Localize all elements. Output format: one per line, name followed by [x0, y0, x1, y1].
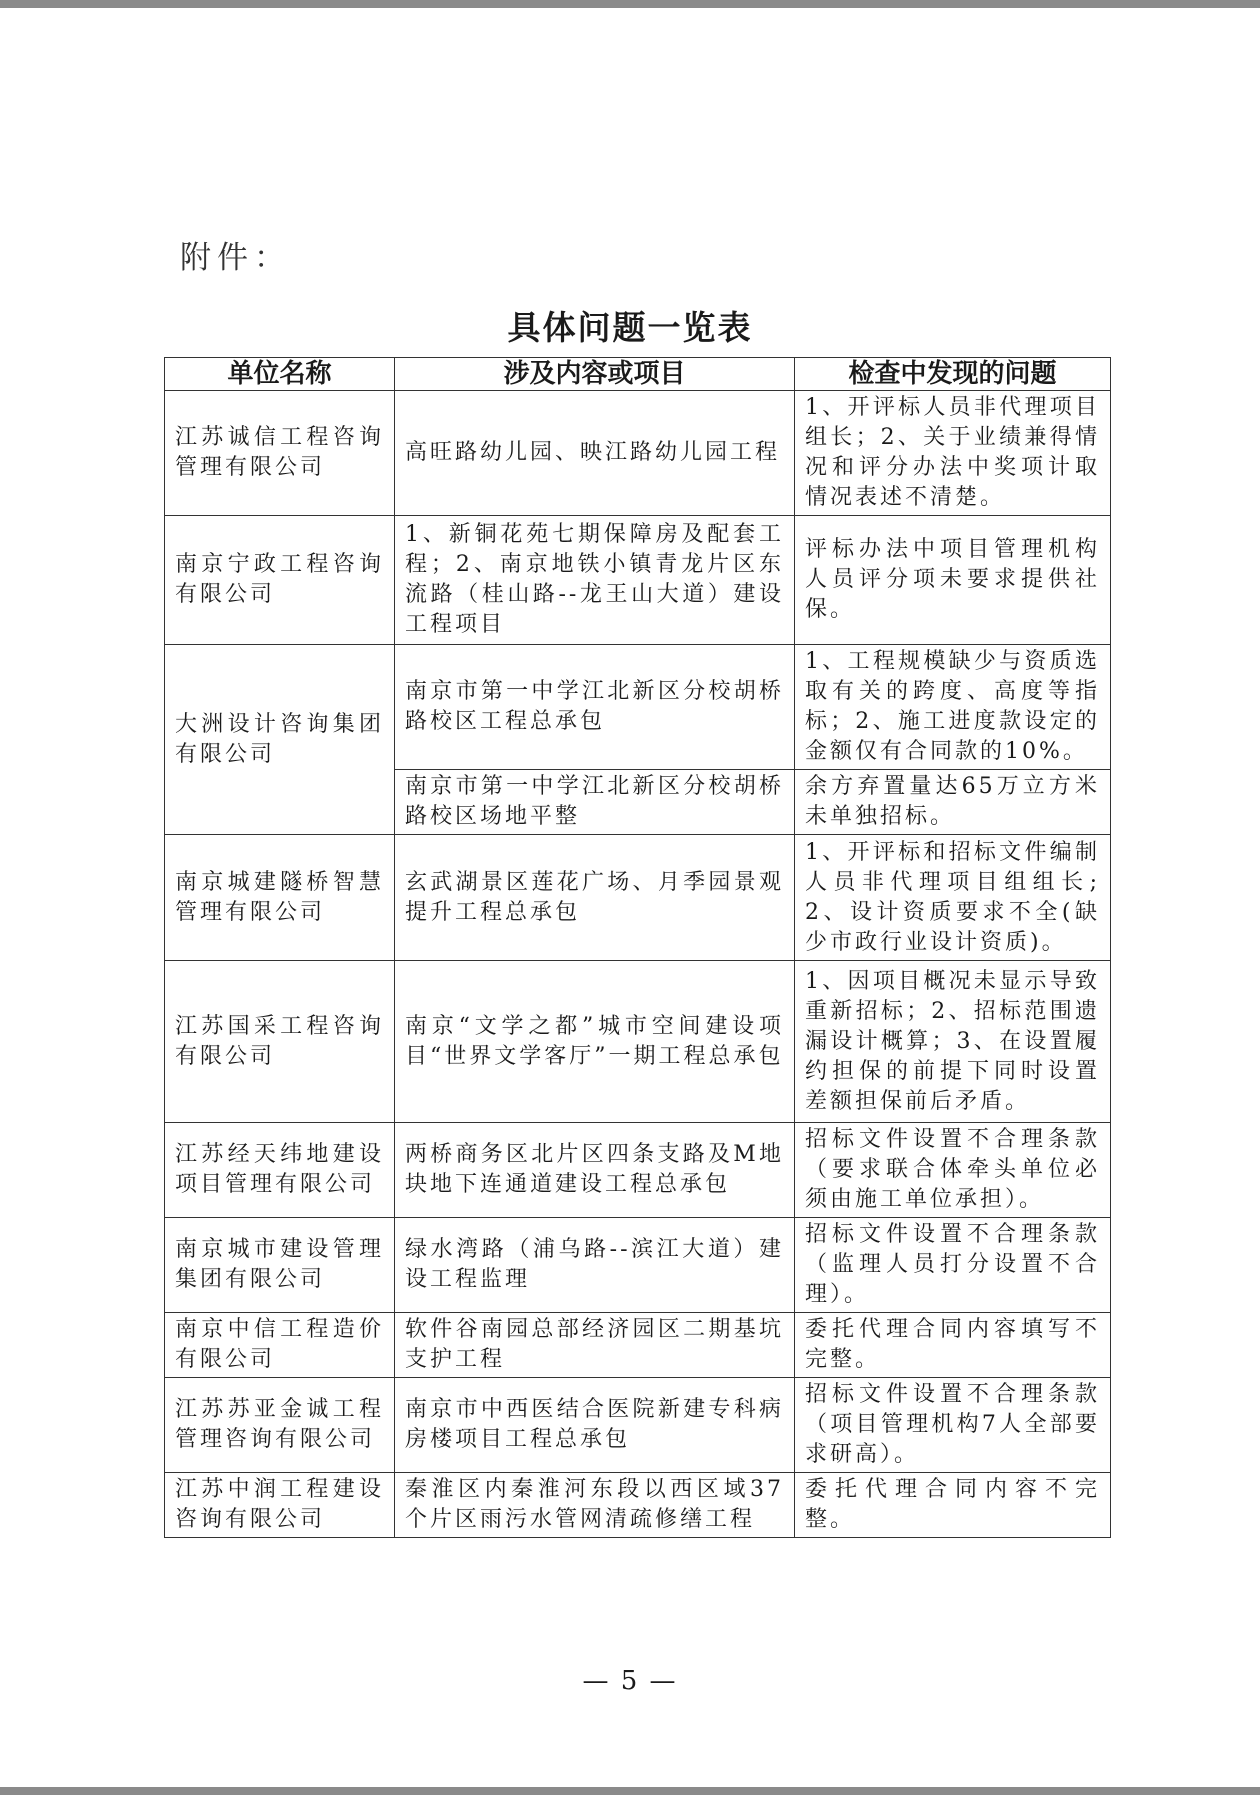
cell-issue: 招标文件设置不合理条款（监理人员打分设置不合理）。 [795, 1218, 1111, 1313]
cell-unit-name: 江苏中润工程建设咨询有限公司 [165, 1473, 395, 1538]
table-row [165, 961, 1111, 1123]
cell-unit-name: 大洲设计咨询集团有限公司 [165, 645, 395, 835]
cell-issue: 1、开评标人员非代理项目组长；2、关于业绩兼得情况和评分办法中奖项计取情况表述不清楚。 [795, 391, 1111, 516]
cell-unit-name: 江苏国采工程咨询有限公司 [165, 961, 395, 1123]
table-row [165, 1313, 1111, 1378]
cell-issue: 委托代理合同内容不完整。 [795, 1473, 1111, 1538]
table-row [165, 835, 1111, 961]
issues-table [164, 357, 1111, 1538]
cell-issue: 招标文件设置不合理条款（项目管理机构7人全部要求研高）。 [795, 1378, 1111, 1473]
table-row [165, 1473, 1111, 1538]
cell-project: 软件谷南园总部经济园区二期基坑支护工程 [395, 1313, 795, 1378]
cell-issue: 1、因项目概况未显示导致重新招标；2、招标范围遗漏设计概算；3、在设置履约担保的前提下同时设置差额担保前后矛盾。 [795, 961, 1111, 1123]
cell-project: 南京市中西医结合医院新建专科病房楼项目工程总承包 [395, 1378, 795, 1473]
cell-unit-name: 江苏诚信工程咨询管理有限公司 [165, 391, 395, 516]
table-row [165, 1378, 1111, 1473]
page-number: — 5 — [582, 1666, 678, 1696]
cell-project: 玄武湖景区莲花广场、月季园景观提升工程总承包 [395, 835, 795, 961]
cell-issue: 1、开评标和招标文件编制人员非代理项目组组长;2、设计资质要求不全(缺少市政行业设计资质)。 [795, 835, 1111, 961]
header-unit-name: 单位名称 [165, 358, 395, 391]
top-scan-border [0, 0, 1260, 8]
cell-project: 南京市第一中学江北新区分校胡桥路校区场地平整 [395, 770, 795, 835]
cell-issue: 评标办法中项目管理机构人员评分项未要求提供社保。 [795, 516, 1111, 645]
cell-unit-name: 南京城建隧桥智慧管理有限公司 [165, 835, 395, 961]
cell-project: 两桥商务区北片区四条支路及M地块地下连通道建设工程总承包 [395, 1123, 795, 1218]
cell-project: 高旺路幼儿园、映江路幼儿园工程 [395, 391, 795, 516]
cell-project: 秦淮区内秦淮河东段以西区域37个片区雨污水管网清疏修缮工程 [395, 1473, 795, 1538]
cell-unit-name: 江苏苏亚金诚工程管理咨询有限公司 [165, 1378, 395, 1473]
header-project: 涉及内容或项目 [395, 358, 795, 391]
cell-issue: 余方弃置量达65万立方米未单独招标。 [795, 770, 1111, 835]
bottom-scan-border [0, 1787, 1260, 1795]
table-row [165, 391, 1111, 516]
cell-project: 1、新铜花苑七期保障房及配套工程；2、南京地铁小镇青龙片区东流路（桂山路--龙王山大道）建设工程项目 [395, 516, 795, 645]
cell-project: 南京市第一中学江北新区分校胡桥路校区工程总承包 [395, 645, 795, 770]
cell-issue: 1、工程规模缺少与资质选取有关的跨度、高度等指标；2、施工进度款设定的金额仅有合同款的10%。 [795, 645, 1111, 770]
cell-unit-name: 南京中信工程造价有限公司 [165, 1313, 395, 1378]
cell-project: 绿水湾路（浦乌路--滨江大道）建设工程监理 [395, 1218, 795, 1313]
cell-unit-name: 南京城市建设管理集团有限公司 [165, 1218, 395, 1313]
cell-issue: 招标文件设置不合理条款（要求联合体牵头单位必须由施工单位承担）。 [795, 1123, 1111, 1218]
header-issue: 检查中发现的问题 [795, 358, 1111, 391]
table-row [165, 1123, 1111, 1218]
table-body [165, 391, 1111, 1538]
cell-issue: 委托代理合同内容填写不完整。 [795, 1313, 1111, 1378]
cell-unit-name: 南京宁政工程咨询有限公司 [165, 516, 395, 645]
table-header-row [165, 358, 1111, 391]
cell-project: 南京“文学之都”城市空间建设项目“世界文学客厅”一期工程总承包 [395, 961, 795, 1123]
table-row [165, 1218, 1111, 1313]
table-row [165, 516, 1111, 645]
attachment-label: 附件： [180, 240, 291, 276]
document-title: 具体问题一览表 [507, 308, 753, 347]
cell-unit-name: 江苏经天纬地建设项目管理有限公司 [165, 1123, 395, 1218]
table-row [165, 645, 1111, 770]
